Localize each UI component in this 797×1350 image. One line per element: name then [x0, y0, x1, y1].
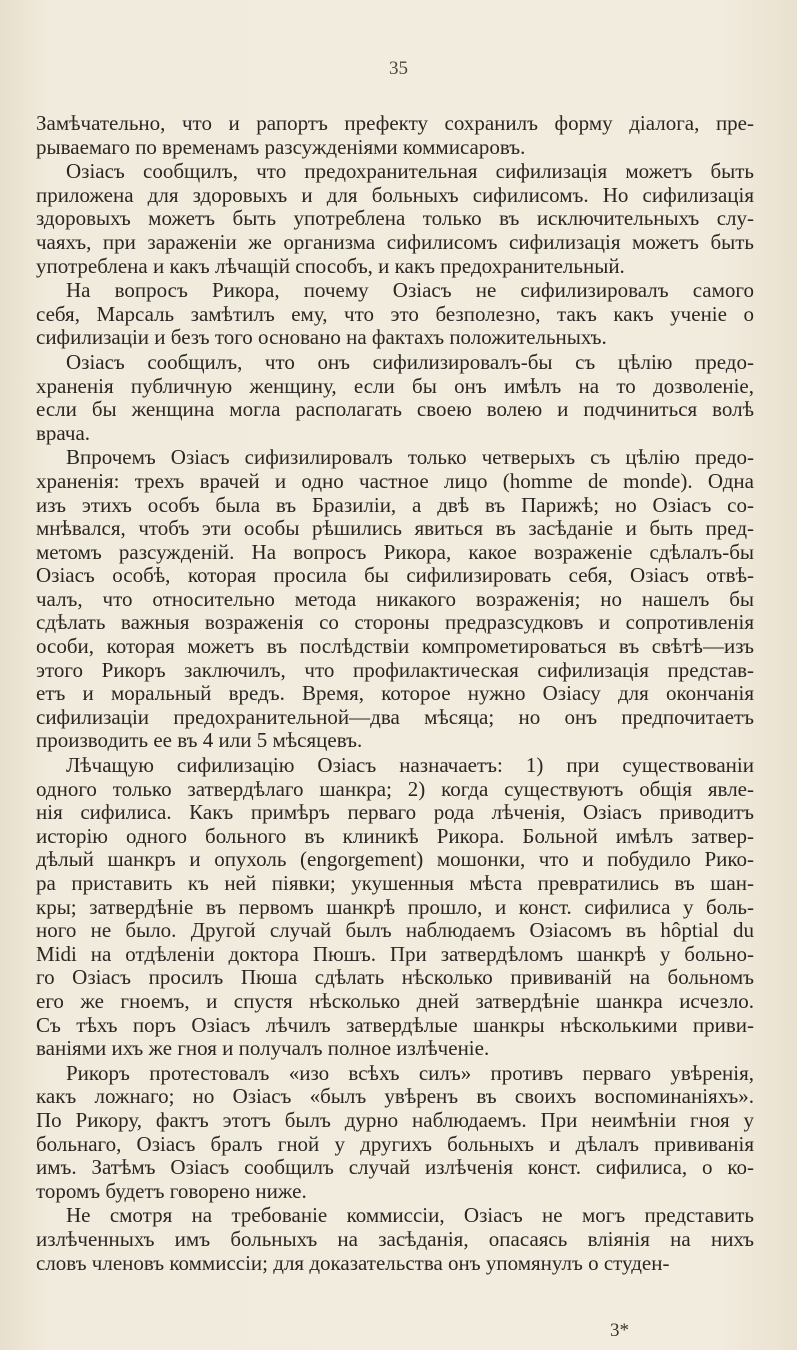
text-line: метомъ разсужденій. На вопросъ Рикора, какое возраженіе сдѣлалъ-бы [36, 540, 754, 564]
paragraph [36, 754, 754, 1061]
signature-mark: 3* [610, 1320, 629, 1341]
text-line: чалъ, что относительно метода никакого возраженія; но нашелъ бы [36, 587, 754, 611]
text-line: торомъ будетъ говорено ниже. [36, 1179, 307, 1203]
text-line: сдѣлать важныя возраженія со стороны предразсудковъ и сопротивленія [36, 611, 754, 635]
text-line: храненія публичную женщину, если бы онъ имѣлъ на то дозволеніе, [36, 374, 754, 398]
text-line: Озіасъ особѣ, которая просила бы сифилизировать себя, Озіасъ отвѣ- [36, 564, 754, 588]
text-line: врача. [36, 421, 91, 445]
text-line: этого Рикоръ заключилъ, что профилактическая сифилизація представ- [36, 658, 754, 682]
paragraph [36, 279, 754, 350]
page-number: 35 [389, 58, 408, 79]
text-line: мнѣвался, чтобъ эти особы рѣшились явиться въ засѣданіе и быть пред- [36, 517, 754, 541]
text-line: словъ членовъ коммиссіи; для доказательства онъ упомянулъ о студен- [36, 1251, 670, 1275]
text-line: Озіасъ сообщилъ, что предохранительная сифилизація можетъ быть [66, 160, 754, 184]
text-line: изъ этихъ особъ была въ Бразиліи, а двѣ въ Парижѣ; но Озіасъ со- [36, 493, 754, 517]
text-line: здоровыхъ можетъ быть употреблена только въ исключительныхъ слу- [36, 207, 754, 231]
text-line: етъ и моральный вредъ. Время, которое нужно Озіасу для окончанія [36, 682, 754, 706]
text-line: сифилизаціи предохранительной—два мѣсяца; но онъ предпочитаетъ [36, 705, 754, 729]
text-line: На вопросъ Рикора, почему Озіасъ не сифилизировалъ самого [66, 279, 754, 303]
text-line: приложена для здоровыхъ и для больныхъ сифилисомъ. Но сифилизація [36, 183, 754, 207]
paragraph [36, 160, 754, 278]
paragraph [36, 1062, 754, 1204]
text-line: кры; затвердѣніе въ первомъ шанкрѣ прошло, и конст. сифилиса у боль- [36, 895, 754, 919]
paragraph [36, 351, 754, 445]
text-line: себя, Марсаль замѣтилъ ему, что это безполезно, такъ какъ ученіе о [36, 302, 754, 326]
text-line: нія сифилиса. Какъ примѣръ перваго рода лѣченія, Озіасъ приводитъ [36, 801, 754, 825]
text-line: производить ее въ 4 или 5 мѣсяцевъ. [36, 729, 363, 753]
text-line: рываемаго по временамъ разсужденіями коммисаровъ. [36, 135, 526, 159]
text-line: храненія: трехъ врачей и одно частное лицо (homme de monde). Одна [36, 469, 754, 493]
text-line: го Озіасъ просилъ Пюша сдѣлать нѣсколько прививаній на больномъ [36, 966, 754, 990]
text-line: Замѣчательно, что и рапортъ префекту сохранилъ форму діалога, пре- [36, 112, 754, 135]
text-line: Midi на отдѣленіи доктора Пюшъ. При затвердѣломъ шанкрѣ у больно- [36, 942, 754, 966]
text-line: если бы женщина могла располагать своею волею и подчиниться волѣ [36, 398, 754, 422]
text-line: Впрочемъ Озіасъ сифизилировалъ только четверыхъ съ цѣлію предо- [66, 446, 754, 470]
paragraph [36, 446, 754, 753]
text-line: Рикоръ протестовалъ «изо всѣхъ силъ» противъ перваго увѣренія, [66, 1061, 754, 1085]
text-line: Съ тѣхъ поръ Озіасъ лѣчилъ затвердѣлые шанкры нѣсколькими приви- [36, 1013, 754, 1037]
text-line: сифилизаціи и безъ того основано на фактахъ положительныхъ. [36, 326, 607, 350]
text-line: какъ ложнаго; но Озіасъ «былъ увѣренъ въ своихъ воспоминаніяхъ». [36, 1085, 754, 1109]
text-line: употреблена и какъ лѣчащій способъ, и какъ предохранительный. [36, 254, 625, 278]
text-line: Озіасъ сообщилъ, что онъ сифилизировалъ-бы съ цѣлію предо- [66, 350, 754, 374]
text-line: Не смотря на требованіе коммиссіи, Озіасъ не могъ представить [66, 1204, 754, 1228]
text-line: ваніями ихъ же гноя и получалъ полное излѣченіе. [36, 1037, 490, 1061]
paragraph [36, 1204, 754, 1275]
text-line: По Рикору, фактъ этотъ былъ дурно наблюдаемъ. При неимѣніи гноя у [36, 1108, 754, 1132]
text-line: ра приставить къ ней піявки; укушенныя мѣста превратились въ шан- [36, 872, 754, 895]
text-line: чаяхъ, при зараженіи же организма сифилисомъ сифилизація можетъ быть [36, 230, 754, 254]
text-line: особи, которая можетъ въ послѣдствіи компрометироваться въ свѣтѣ—изъ [36, 635, 754, 659]
text-line: ного не было. Другой случай былъ наблюдаемъ Озіасомъ въ hôptial du [36, 919, 754, 943]
paragraph [36, 112, 754, 159]
text-line: его же гноемъ, и спустя нѣсколько дней затвердѣніе шанкра исчезло. [36, 989, 754, 1013]
body-text [36, 112, 754, 1275]
text-line: дѣлый шанкръ и опухоль (engorgement) мошонки, что и побудило Рико- [36, 848, 754, 872]
text-line: одного только затвердѣлаго шанкра; 2) когда существуютъ общія явле- [36, 777, 754, 801]
text-line: имъ. Затѣмъ Озіасъ сообщилъ случай излѣченія конст. сифилиса, о ко- [36, 1156, 754, 1180]
text-line: больнаго, Озіасъ бралъ гной у другихъ больныхъ и дѣлалъ прививанія [36, 1132, 754, 1156]
text-line: исторію одного больного въ клиникѣ Рикора. Больной имѣлъ затвер- [36, 824, 754, 848]
text-line: излѣченныхъ имъ больныхъ на засѣданія, опасаясь вліянія на нихъ [36, 1227, 754, 1251]
text-line: Лѣчащую сифилизацію Озіасъ назначаетъ: 1) при существованіи [66, 754, 754, 778]
